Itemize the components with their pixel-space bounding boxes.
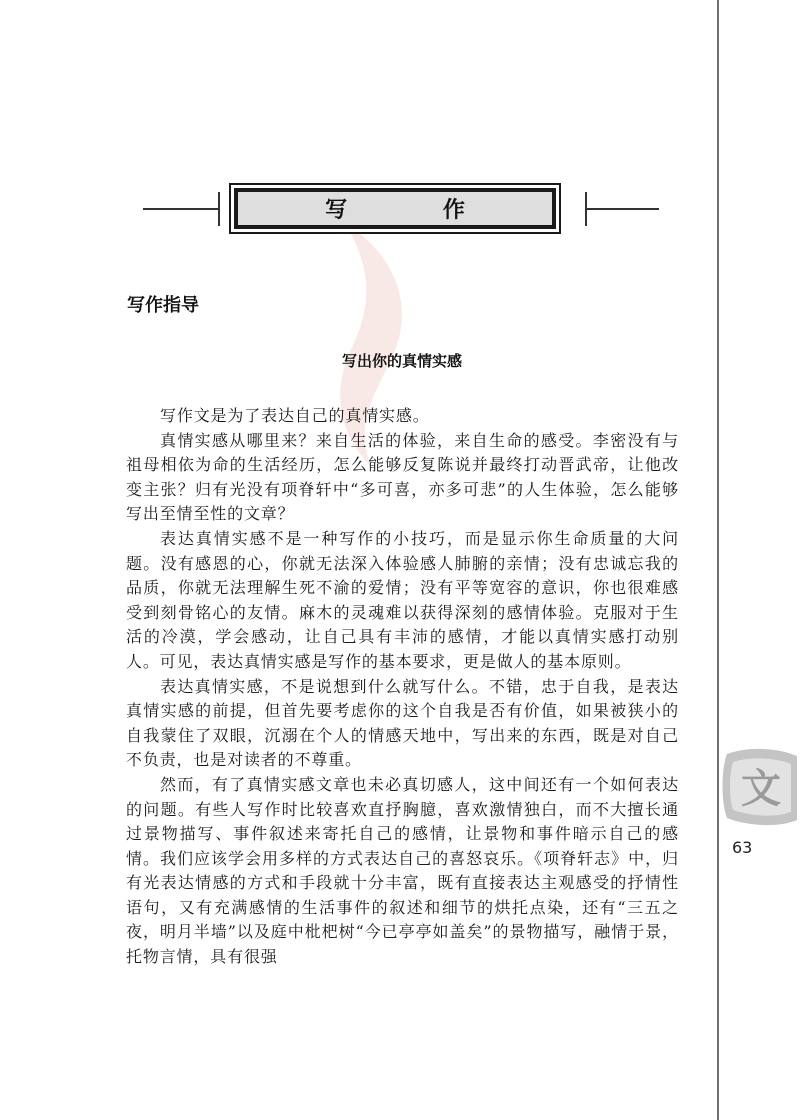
paragraph: 表达真情实感，不是说想到什么就写什么。不错，忠于自我，是表达真情实感的前提，但首先要考虑你的这个自我是否有价值，如果被狭小的自我蒙住了双眼，沉溺在个人的情感天地中，写出来的东西，既是对自己不负责，也是对读者的不尊重。 [126,676,679,770]
essay-title: 写出你的真情实感 [341,352,462,370]
header-tick-left [218,192,220,226]
chapter-title: 写 作 [234,188,556,229]
header-rule-left [143,208,218,210]
chapter-header [143,183,659,238]
paragraph: 然而，有了真情实感文章也未必真切感人，这中间还有一个如何表达的问题。有些人写作时比较喜欢直抒胸臆，喜欢激情独白，而不大擅长通过景物描写、事件叙述来寄托自己的感情，让景物和事件暗示自己的感情。我们应该学会用多样的方式表达自己的喜怒哀乐。《项脊轩志》中，归有光表达情感的方式和手段就十分丰富，既有直接表达主观感受的抒情性语句，又有充满感情的生活事件的叙述和细节的烘托点染，还有“三五之夜，明月半墙”以及庭中枇杷树“今已亭亭如盖矣”的景物描写，融情于景，托物言情，具有很强 [126,774,679,967]
paragraph: 表达真情实感不是一种写作的小技巧，而是显示你生命质量的大问题。没有感恩的心，你就无法深入体验感人肺腑的亲情；没有忠诚忘我的品质，你就无法理解生死不渝的爱情；没有平等宽容的意识，你也很难感受到刻骨铭心的友情。麻木的灵魂难以获得深刻的感情体验。克服对于生活的冷漠，学会感动，让自己具有丰沛的感情，才能以真情实感打动别人。可见，表达真情实感是写作的基本要求，更是做人的基本原则。 [126,528,679,671]
paragraph: 真情实感从哪里来？来自生活的体验，来自生命的感受。李密没有与祖母相依为命的生活经历，怎么能够反复陈说并最终打动晋武帝，让他改变主张？归有光没有项脊轩中“多可喜，亦多可悲”的人生体验，怎么能够写出至情至性的文章？ [126,430,679,524]
page-edge-rule [717,0,719,1120]
header-title-box [229,183,561,234]
page-number: 63 [732,838,753,857]
paragraph: 写作文是为了表达自己的真情实感。 [160,406,430,425]
svg-text:文: 文 [741,766,781,812]
body-text [126,404,679,970]
header-rule-right [587,208,659,210]
section-title: 写作指导 [127,295,199,316]
wen-emblem-icon [719,744,800,828]
